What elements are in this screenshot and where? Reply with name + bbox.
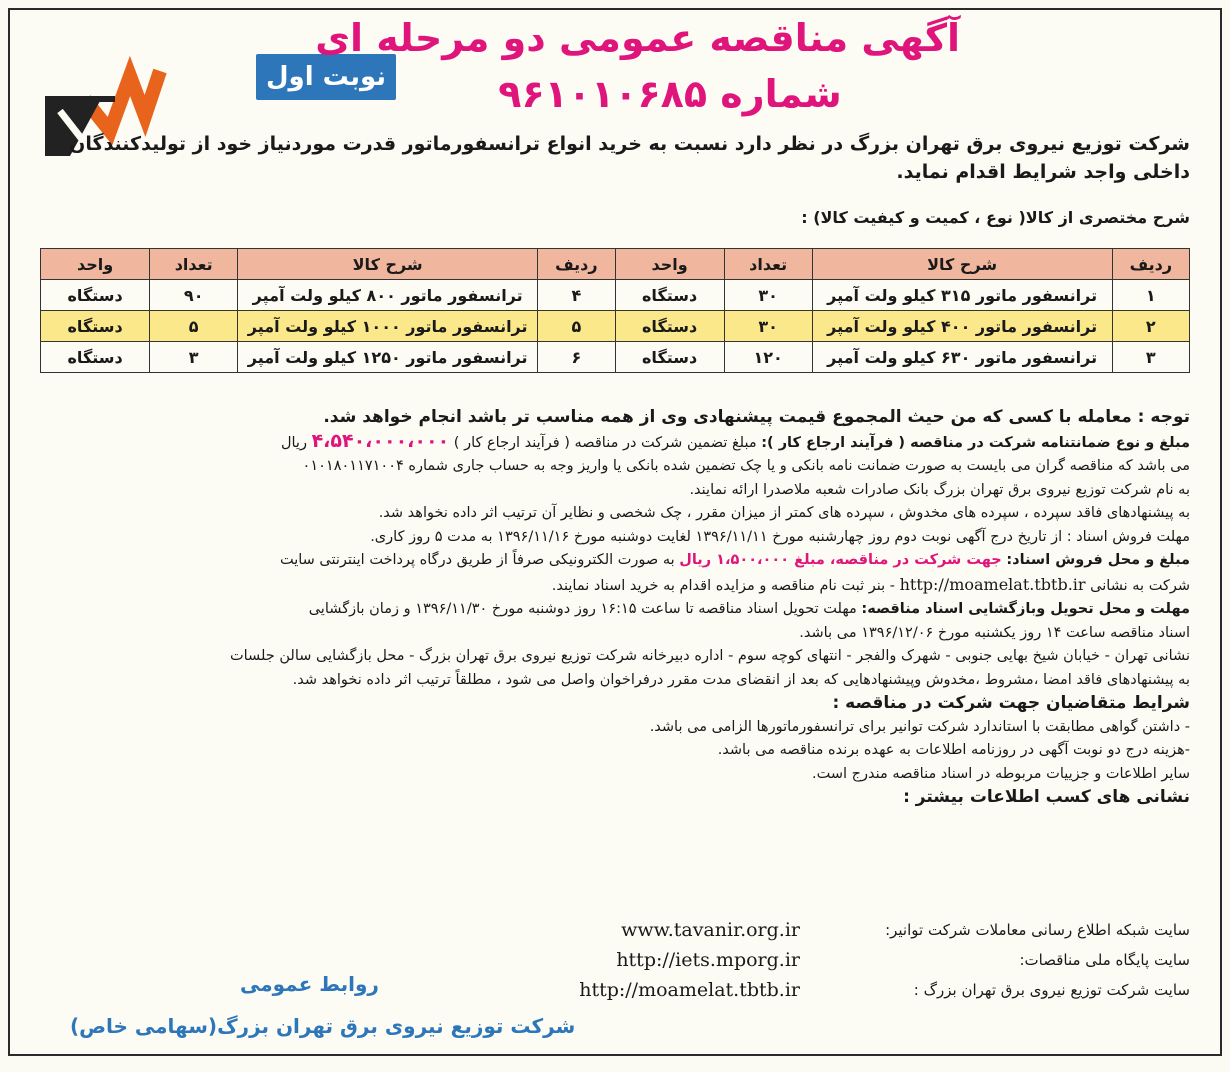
header-row-number: ردیف — [538, 249, 615, 280]
site-url-link[interactable]: www.tavanir.org.ir — [621, 919, 800, 941]
cell-unit: دستگاه — [615, 280, 724, 311]
cell-description: ترانسفور ماتور ۱۰۰۰ کیلو ولت آمپر — [238, 311, 538, 342]
cell-description: ترانسفور ماتور ۱۲۵۰ کیلو ولت آمپر — [238, 342, 538, 373]
guarantee-details: می باشد که مناقصه گران می بایست به صورت ضمانت نامه بانکی و یا چک تضمین شده بانکی یا واریز وجه به حساب جاری شماره ۰۱۰۱۸۰۱۱۷۱۰۰۴ — [302, 458, 1190, 474]
cell-description: ترانسفور ماتور ۳۱۵ کیلو ولت آمپر — [812, 280, 1112, 311]
cell-unit: دستگاه — [41, 311, 150, 342]
sale-url-line — [40, 573, 1190, 599]
guarantee-label: مبلغ و نوع ضمانتنامه شرکت در مناقصه ( فرآیند ارجاع کار ): — [761, 434, 1190, 451]
site-row — [290, 915, 1190, 945]
table-row — [41, 342, 1190, 373]
table-row — [41, 311, 1190, 342]
cell-description: ترانسفور ماتور ۴۰۰ کیلو ولت آمپر — [812, 311, 1112, 342]
sale-label: مبلغ و محل فروش اسناد: — [1006, 552, 1190, 568]
notice-body — [40, 406, 1190, 810]
tender-number: شماره ۹۶۱۰۱۰۶۸۵ — [498, 72, 842, 116]
site-row — [290, 975, 1190, 1005]
header-count: تعداد — [150, 249, 238, 280]
guarantee-currency: ریال — [280, 434, 307, 451]
cell-index: ۳ — [1112, 342, 1189, 373]
public-relations-label: روابط عمومی — [240, 972, 379, 996]
sale-amount: جهت شرکت در مناقصه، مبلغ ۱،۵۰۰،۰۰۰ ریال — [679, 552, 1002, 568]
header-description: شرح کالا — [238, 249, 538, 280]
header-count: تعداد — [724, 249, 812, 280]
header-unit: واحد — [41, 249, 150, 280]
cell-description: ترانسفور ماتور ۶۳۰ کیلو ولت آمپر — [812, 342, 1112, 373]
guarantee-line — [40, 430, 1190, 456]
invalid-bids-line: به پیشنهادهای فاقد سپرده ، سپرده های مخدوش ، سپرده های کمتر از میزان مقرر ، چک شخصی و نظایر آن ترتیب اثر داده نخواهد شد. — [378, 505, 1190, 521]
cell-index: ۶ — [538, 342, 615, 373]
site-label: سایت پایگاه ملی مناقصات: — [1019, 951, 1190, 969]
company-signature: شرکت توزیع نیروی برق تهران بزرگ(سهامی خاص) — [70, 1014, 576, 1038]
info-sites — [290, 915, 1190, 1005]
opening-line: اسناد مناقصه ساعت ۱۴ روز یکشنبه مورخ ۱۳۹۶/۱۲/۰۶ می باشد. — [799, 624, 1190, 641]
delivery-label: مهلت و محل تحویل وبازگشایی اسناد مناقصه: — [861, 601, 1190, 617]
cell-unit: دستگاه — [41, 342, 150, 373]
guarantee-text: مبلغ تضمین شرکت در مناقصه ( فرآیند ارجاع کار ) — [453, 434, 757, 451]
site-label: سایت شرکت توزیع نیروی برق تهران بزرگ : — [913, 981, 1190, 999]
table-row — [41, 280, 1190, 311]
note-line: توجه : معامله با کسی که من حیث المجموع قیمت پیشنهادی وی از همه مناسب تر باشد انجام خواهد شد. — [323, 407, 1190, 427]
items-table — [40, 248, 1190, 373]
delivery-text: مهلت تحویل اسناد مناقصه تا ساعت ۱۶:۱۵ روز دوشنبه مورخ ۱۳۹۶/۱۱/۳۰ و زمان بازگشایی — [308, 601, 857, 617]
table-header-row — [41, 249, 1190, 280]
unsigned-bids-line: به پیشنهادهای فاقد امضا ،مشروط ،مخدوش وپیشنهادهایی که بعد از انقضای مدت مقرر درفراخوان واصل می شود ، مطلقاً ترتیب اثر داده نخواهد شد. — [292, 671, 1190, 688]
cell-count: ۹۰ — [150, 280, 238, 311]
guarantee-amount: ۴،۵۴۰،۰۰۰،۰۰۰ — [311, 429, 450, 452]
cell-count: ۳۰ — [724, 280, 812, 311]
items-heading: شرح مختصری از کالا( نوع ، کمیت و کیفیت کالا) : — [801, 208, 1190, 227]
cell-unit: دستگاه — [41, 280, 150, 311]
notice-title: آگهی مناقصه عمومی دو مرحله ای — [315, 16, 960, 60]
sale-text: به صورت الکترونیکی صرفاً از طریق درگاه پرداخت اینترنتی سایت — [279, 552, 675, 568]
cell-index: ۴ — [538, 280, 615, 311]
cell-description: ترانسفور ماتور ۸۰۰ کیلو ولت آمپر — [238, 280, 538, 311]
cell-index: ۱ — [1112, 280, 1189, 311]
cell-count: ۳۰ — [724, 311, 812, 342]
header-description: شرح کالا — [812, 249, 1112, 280]
condition-item: سایر اطلاعات و جزییات مربوطه در اسناد مناقصه مندرج است. — [812, 765, 1190, 782]
site-row — [290, 945, 1190, 975]
header-row-number: ردیف — [1112, 249, 1189, 280]
condition-item: -هزینه درج دو نوبت آگهی در روزنامه اطلاعات به عهده برنده مناقصه می باشد. — [717, 742, 1190, 758]
sale-line — [40, 549, 1190, 573]
site-label: سایت شبکه اطلاع رسانی معاملات شرکت توانیر: — [885, 921, 1190, 939]
header-unit: واحد — [615, 249, 724, 280]
cell-unit: دستگاه — [615, 311, 724, 342]
delivery-line — [40, 598, 1190, 622]
site-url-link[interactable]: http://iets.mporg.ir — [616, 949, 800, 971]
tender-notice — [8, 8, 1222, 1056]
sale-url-prefix: شرکت به نشانی — [1090, 577, 1190, 594]
sale-url-link[interactable]: http://moamelat.tbtb.ir — [899, 574, 1086, 594]
cell-count: ۱۲۰ — [724, 342, 812, 373]
cell-count: ۳ — [150, 342, 238, 373]
cell-unit: دستگاه — [615, 342, 724, 373]
info-heading: نشانی های کسب اطلاعات بیشتر : — [903, 787, 1190, 807]
cell-index: ۲ — [1112, 311, 1189, 342]
intro-paragraph: شرکت توزیع نیروی برق تهران بزرگ در نظر دارد نسبت به خرید انواع ترانسفورماتور قدرت موردنیاز خود از تولیدکنندگان داخلی واجد شرایط اقدام نماید. — [69, 133, 1190, 183]
site-url-link[interactable]: http://moamelat.tbtb.ir — [579, 979, 800, 1001]
conditions-heading: شرایط متقاضیان جهت شرکت در مناقصه : — [832, 693, 1190, 713]
sale-period-line: مهلت فروش اسناد : از تاریخ درج آگهی نوبت دوم روز چهارشنبه مورخ ۱۳۹۶/۱۱/۱۱ لغایت دوشنبه مورخ ۱۳۹۶/۱۱/۱۶ به مدت ۵ روز کاری. — [370, 528, 1190, 545]
address-line: نشانی تهران - خیابان شیخ بهایی جنوبی - شهرک والفجر - انتهای کوچه سوم - اداره دبیرخانه شرکت توزیع نیروی برق تهران بزرگ - محل بازگشایی سالن جلسات — [229, 648, 1190, 664]
cell-index: ۵ — [538, 311, 615, 342]
condition-item: - داشتن گواهی مطابقت با استاندارد شرکت توانیر برای ترانسفورماتورها الزامی می باشد. — [649, 718, 1190, 735]
round-badge: نوبت اول — [256, 54, 396, 100]
guarantee-account: به نام شرکت توزیع نیروی برق تهران بزرگ بانک صادرات شعبه ملاصدرا ارائه نمایند. — [689, 481, 1190, 498]
sale-url-suffix: - بنر ثبت نام مناقصه و مزایده اقدام به خرید اسناد نمایند. — [551, 577, 895, 594]
cell-count: ۵ — [150, 311, 238, 342]
